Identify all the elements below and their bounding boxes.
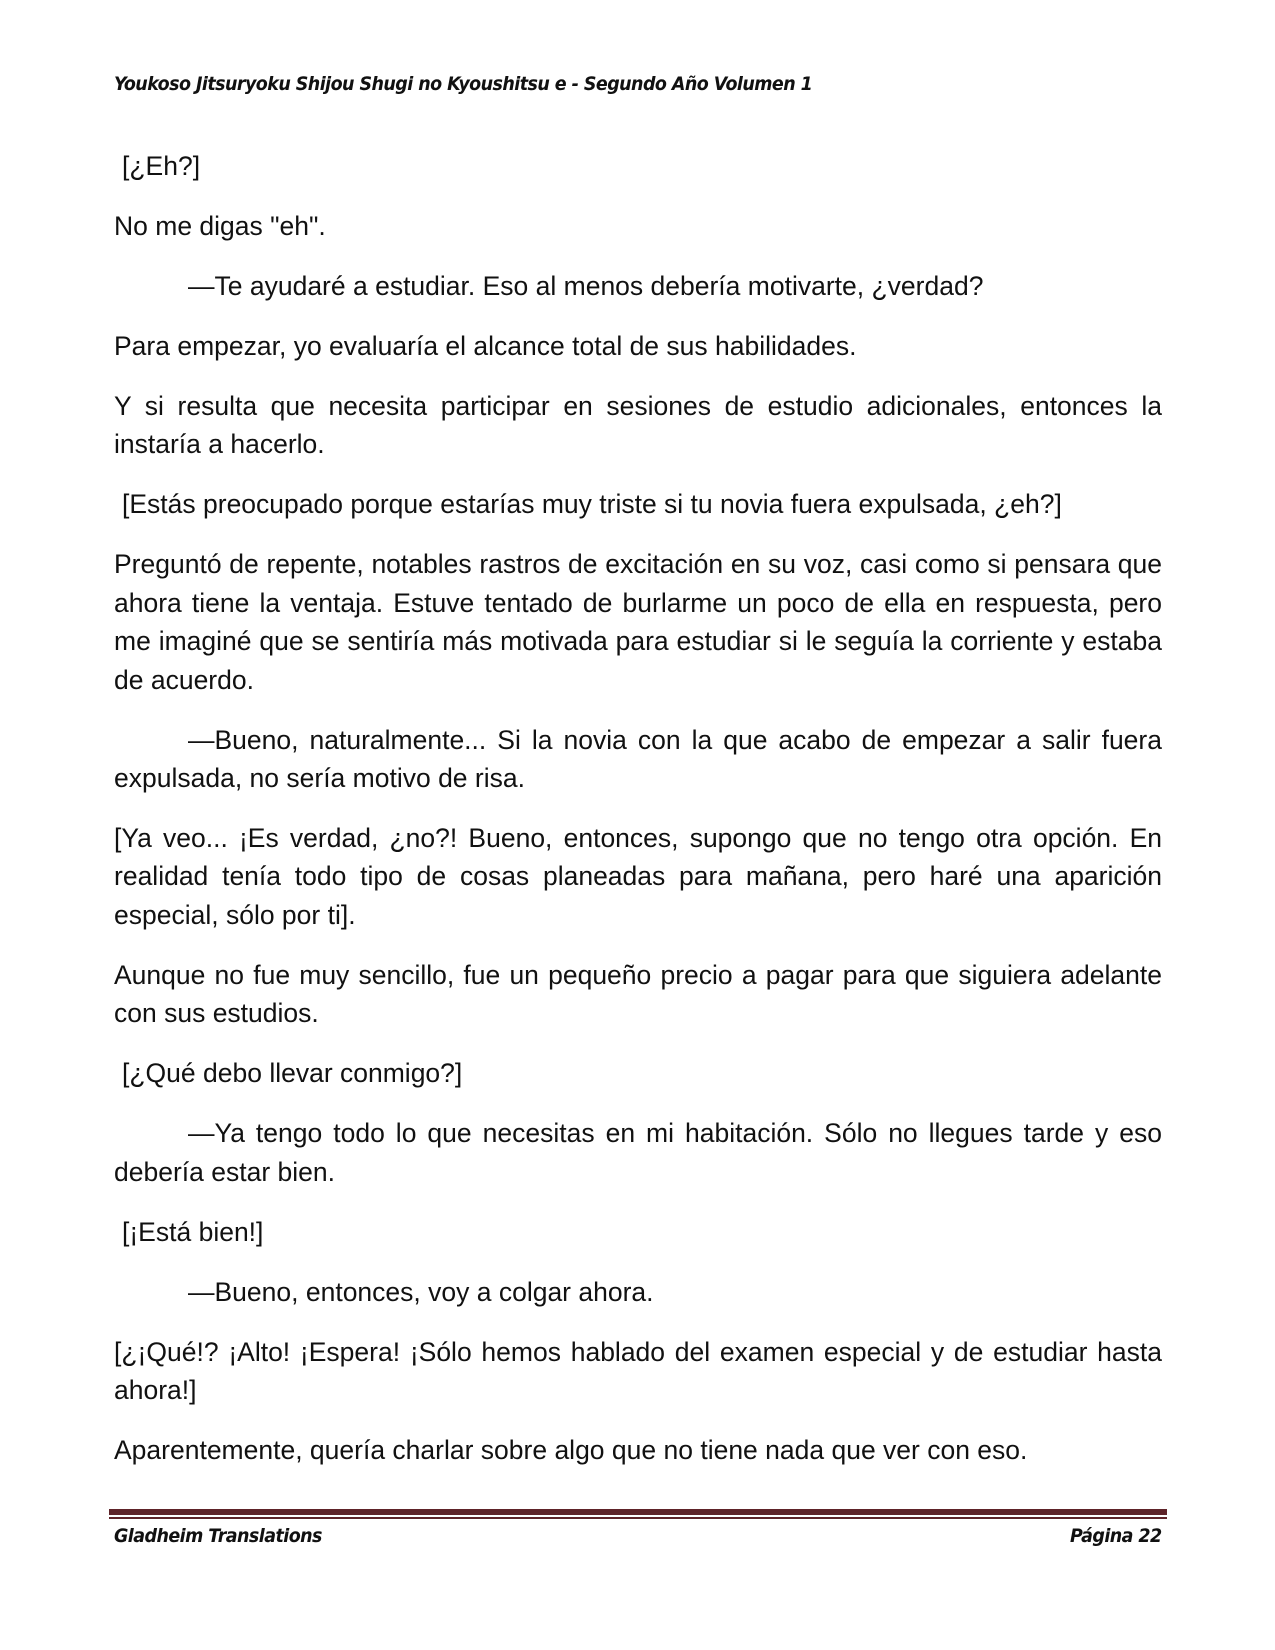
running-header: Youkoso Jitsuryoku Shijou Shugi no Kyoushitsu e - Segundo Año Volumen 1 — [114, 73, 813, 95]
paragraph: —Ya tengo todo lo que necesitas en mi habitación. Sólo no llegues tarde y eso debería estar bien. — [114, 1118, 1162, 1187]
page-body — [114, 147, 1162, 1491]
paragraph: Aparentemente, quería charlar sobre algo que no tiene nada que ver con eso. — [114, 1435, 1028, 1466]
paragraph: —Bueno, naturalmente... Si la novia con la que acabo de empezar a salir fuera expulsada, no sería motivo de risa. — [114, 724, 1162, 794]
paragraph: [Ya veo... ¡Es verdad, ¿no?! Bueno, entonces, supongo que no tengo otra opción. En realidad tenía todo tipo de cosas planeadas para mañana, pero haré una aparición especial, sólo por ti]. — [114, 823, 1162, 930]
paragraph: Y si resulta que necesita participar en sesiones de estudio adicionales, entonces la instaría a hacerlo. — [114, 391, 1162, 460]
footer-rule-thin — [109, 1517, 1167, 1519]
paragraph: [¿Eh?] — [122, 151, 201, 181]
footer-translator: Gladheim Translations — [114, 1525, 322, 1547]
paragraph: [¡Está bien!] — [122, 1216, 264, 1247]
paragraph: No me digas "eh". — [114, 211, 326, 241]
footer-page-number: Página 22 — [1070, 1525, 1162, 1547]
paragraph: —Bueno, entonces, voy a colgar ahora. — [188, 1276, 654, 1307]
paragraph: [¿¡Qué!? ¡Alto! ¡Espera! ¡Sólo hemos hablado del examen especial y de estudiar hasta ahora!] — [114, 1336, 1162, 1406]
paragraph: Preguntó de repente, notables rastros de excitación en su voz, casi como si pensara que ahora tiene la ventaja. Estuve tentado de burlarme un poco de ella en respuesta, pero me imaginé que se sentiría más motivada para estudiar si le seguía la corriente y estaba de acuerdo. — [114, 549, 1162, 695]
footer-rule-thick — [109, 1509, 1167, 1515]
paragraph: Aunque no fue muy sencillo, fue un pequeño precio a pagar para que siguiera adelante con sus estudios. — [114, 959, 1162, 1029]
paragraph: —Te ayudaré a estudiar. Eso al menos debería motivarte, ¿verdad? — [188, 271, 984, 301]
paragraph: [¿Qué debo llevar conmigo?] — [122, 1058, 463, 1089]
paragraph: [Estás preocupado porque estarías muy triste si tu novia fuera expulsada, ¿eh?] — [122, 489, 1062, 520]
paragraph: Para empezar, yo evaluaría el alcance total de sus habilidades. — [114, 331, 857, 361]
